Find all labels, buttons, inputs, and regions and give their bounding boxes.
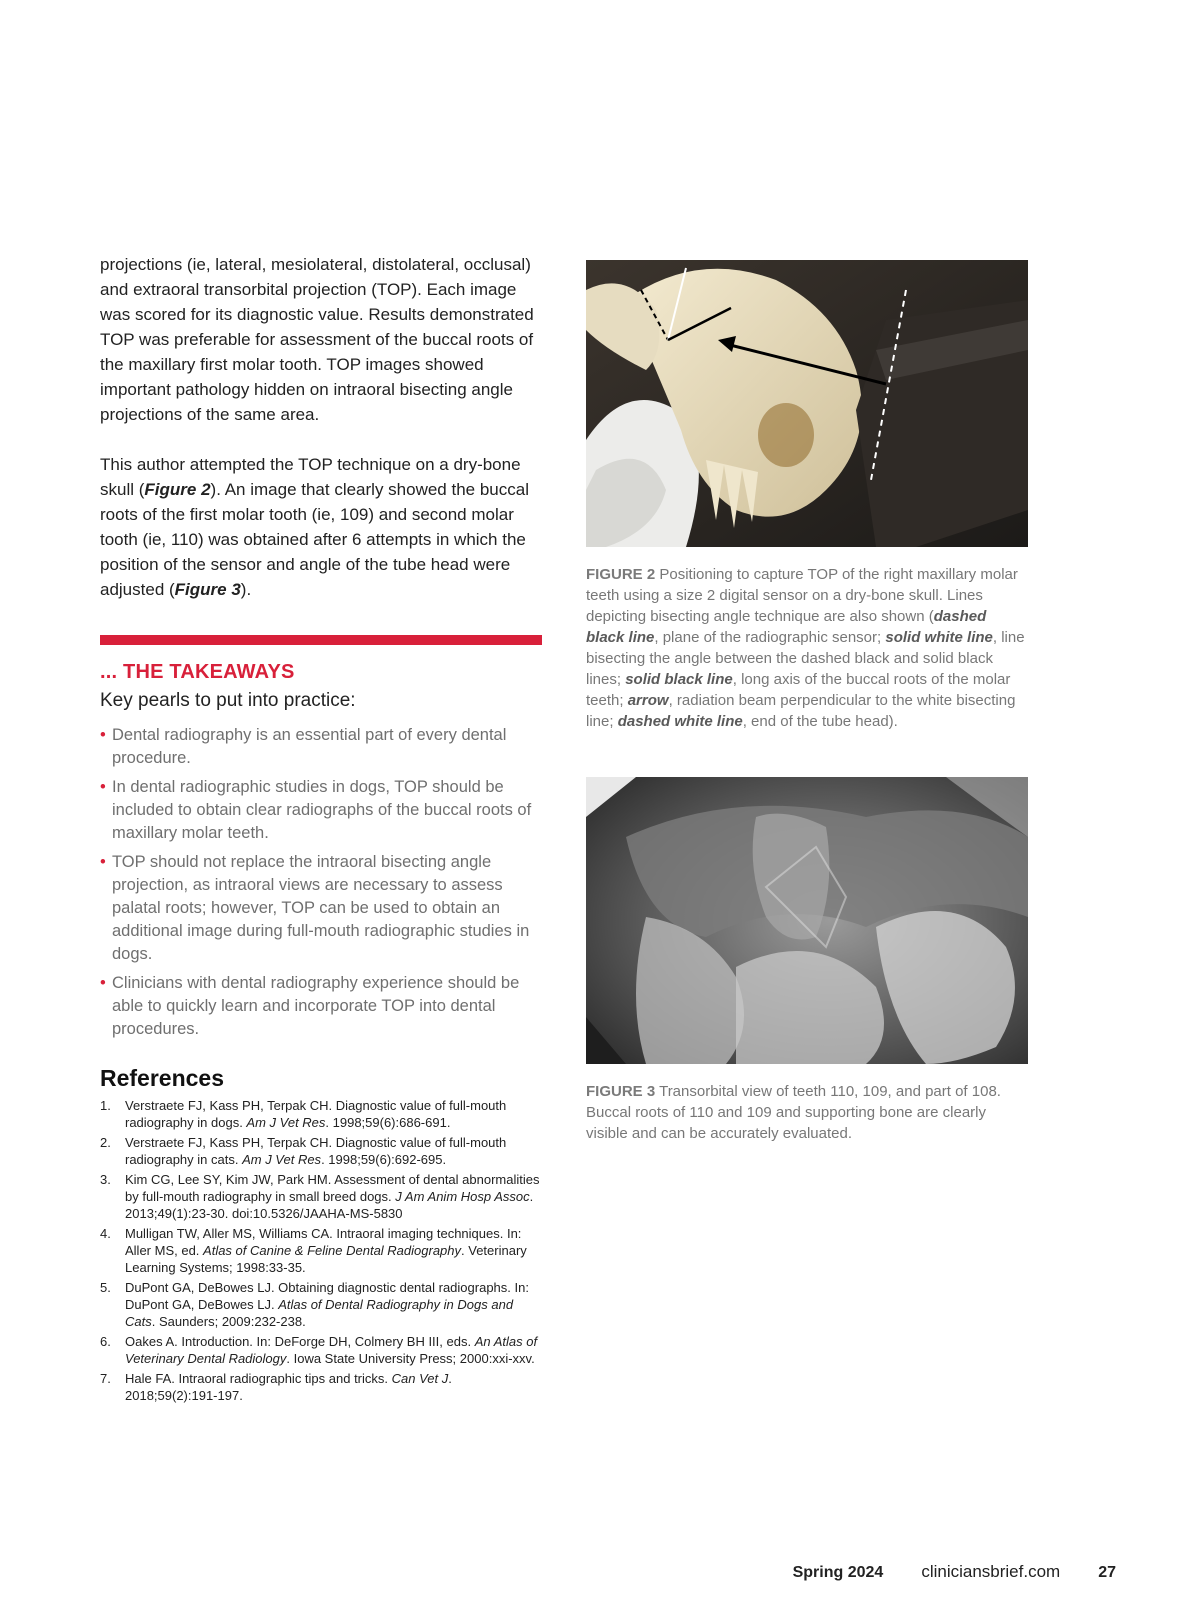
radiograph-illustration [586, 777, 1028, 1064]
takeaway-text: Clinicians with dental radiography experience should be able to quickly learn and incorporate TOP into dental procedures. [112, 974, 520, 1038]
reference-number: 7. [100, 1370, 111, 1386]
reference-journal: Can Vet J [391, 1370, 449, 1386]
skull-photo-illustration [586, 260, 1028, 547]
references-list [100, 1098, 542, 1405]
caption-keyword: arrow [627, 692, 669, 709]
right-column [586, 260, 1028, 1144]
site-link[interactable]: cliniciansbrief.com [921, 1562, 1061, 1581]
bullet-icon: • [100, 778, 106, 796]
reference-number: 2. [100, 1135, 111, 1151]
caption-text: , long axis of the buccal roots of the molar teeth; [586, 671, 1011, 709]
paragraph-text: ). [240, 580, 252, 599]
reference-number: 1. [100, 1098, 111, 1113]
caption-text: , plane of the radiographic sensor; [654, 629, 886, 646]
reference-text: Mulligan TW, Aller MS, Williams CA. Intraoral imaging techniques. In: Aller MS, ed. [125, 1226, 522, 1258]
page-number: 27 [1098, 1564, 1116, 1581]
page-footer [793, 1562, 1116, 1582]
caption-keyword: solid white line [885, 629, 993, 646]
takeaway-item [100, 724, 542, 770]
reference-number: 5. [100, 1279, 111, 1295]
reference-text: . 1998;59(6):692-695. [321, 1151, 447, 1167]
reference-journal: An Atlas of Veterinary Dental Radiology [125, 1333, 538, 1366]
reference-item [100, 1098, 542, 1132]
caption-text: , line bisecting the angle between the dashed black and solid black lines; [586, 629, 1025, 688]
paragraph-text: This author attempted the TOP technique on a dry-bone skull ( [100, 455, 521, 499]
figure-2-label: FIGURE 2 [586, 566, 656, 583]
reference-number: 3. [100, 1172, 111, 1188]
reference-text: . Veterinary Learning Systems; 1998:33-35. [125, 1242, 527, 1275]
reference-item [100, 1371, 542, 1405]
body-paragraph-1: projections (ie, lateral, mesiolateral, distolateral, occlusal) and extraoral transorbital projection (TOP). Each image was scored for its diagnostic value. Results demonstrated TOP was preferable for assessment of the buccal roots of the maxillary first molar tooth. TOP images showed important pathology hidden on intraoral bisecting angle projections of the same area. [100, 255, 534, 424]
reference-text: Verstraete FJ, Kass PH, Terpak CH. Diagnostic value of full-mouth radiography in dogs. [125, 1098, 507, 1130]
reference-text: . Saunders; 2009:232-238. [151, 1313, 306, 1329]
left-column [100, 252, 542, 1408]
caption-text: Positioning to capture TOP of the right maxillary molar teeth using a size 2 digital sensor on a dry-bone skull. Lines depicting bisecting angle technique are also shown ( [586, 566, 1018, 625]
reference-text: Verstraete FJ, Kass PH, Terpak CH. Diagnostic value of full-mouth radiography in cats. [125, 1135, 507, 1167]
takeaway-item [100, 972, 542, 1041]
reference-journal: Am J Vet Res [242, 1151, 322, 1167]
caption-keyword: dashed white line [617, 713, 743, 730]
reference-item [100, 1280, 542, 1330]
figure-3-caption [586, 1081, 1028, 1144]
reference-text: . 2013;49(1):23-30. doi:10.5326/JAAHA-MS-5830 [125, 1188, 534, 1221]
takeaway-item [100, 776, 542, 845]
reference-item [100, 1226, 542, 1276]
issue-label: Spring 2024 [792, 1564, 884, 1581]
figure-2-link[interactable]: Figure 2 [144, 480, 211, 499]
reference-number: 6. [100, 1333, 111, 1349]
takeaways-title: ... THE TAKEAWAYS [100, 661, 295, 683]
reference-text: . 1998;59(6):686-691. [325, 1114, 451, 1130]
reference-journal: Am J Vet Res [246, 1114, 326, 1130]
figure-3-link[interactable]: Figure 3 [174, 580, 241, 599]
reference-text: . Iowa State University Press; 2000:xxi-xxv. [286, 1350, 535, 1366]
bullet-icon: • [100, 974, 106, 992]
caption-text: , radiation beam perpendicular to the white bisecting line; [586, 692, 1016, 730]
figure-2-caption [586, 564, 1028, 732]
reference-journal: J Am Anim Hosp Assoc [395, 1188, 530, 1204]
paragraph-text: ). An image that clearly showed the buccal roots of the first molar tooth (ie, 109) and second molar tooth (ie, 110) was obtained after 6 attempts in which the position of the sensor and angle of the tube head were adjusted ( [100, 480, 529, 599]
caption-text: Transorbital view of teeth 110, 109, and part of 108. Buccal roots of 110 and 109 and supporting bone are clearly visible and can be accurately evaluated. [586, 1083, 1001, 1142]
reference-number: 4. [100, 1226, 111, 1242]
figure-2-photo [586, 260, 1028, 547]
caption-keyword: dashed black line [586, 608, 987, 646]
caption-keyword: solid black line [625, 671, 733, 688]
figure-3-radiograph [586, 777, 1028, 1064]
bullet-icon: • [100, 853, 106, 871]
reference-text: Hale FA. Intraoral radiographic tips and tricks. [125, 1370, 392, 1386]
figure-3-label: FIGURE 3 [586, 1083, 656, 1100]
takeaway-text: Dental radiography is an essential part of every dental procedure. [112, 726, 507, 767]
takeaways-list [100, 724, 542, 1041]
reference-journal: Atlas of Canine & Feline Dental Radiography [203, 1242, 462, 1258]
takeaway-item [100, 851, 542, 966]
reference-item [100, 1334, 542, 1368]
reference-text: . 2018;59(2):191-197. [125, 1370, 452, 1403]
reference-journal: Atlas of Dental Radiography in Dogs and Cats [125, 1296, 514, 1329]
reference-item [100, 1172, 542, 1222]
bullet-icon: • [100, 726, 106, 744]
reference-text: Kim CG, Lee SY, Kim JW, Park HM. Assessment of dental abnormalities by full-mouth radiography in small breed dogs. [125, 1172, 540, 1204]
takeaways-divider [100, 635, 542, 645]
takeaway-text: TOP should not replace the intraoral bisecting angle projection, as intraoral views are necessary to assess palatal roots; however, TOP can be used to obtain an additional image during full-mouth radiographic studies in dogs. [112, 853, 530, 963]
body-paragraph-2 [100, 452, 542, 602]
reference-text: Oakes A. Introduction. In: DeForge DH, Colmery BH III, eds. [125, 1333, 475, 1349]
takeaway-text: In dental radiographic studies in dogs, TOP should be included to obtain clear radiographs of the buccal roots of maxillary molar teeth. [112, 778, 532, 842]
references-title: References [100, 1065, 225, 1091]
reference-text: DuPont GA, DeBowes LJ. Obtaining diagnostic dental radiographs. In: DuPont GA, DeBowes LJ. [125, 1279, 529, 1312]
reference-item [100, 1135, 542, 1169]
takeaways-subtitle: Key pearls to put into practice: [100, 690, 356, 711]
caption-text: , end of the tube head). [742, 713, 898, 730]
